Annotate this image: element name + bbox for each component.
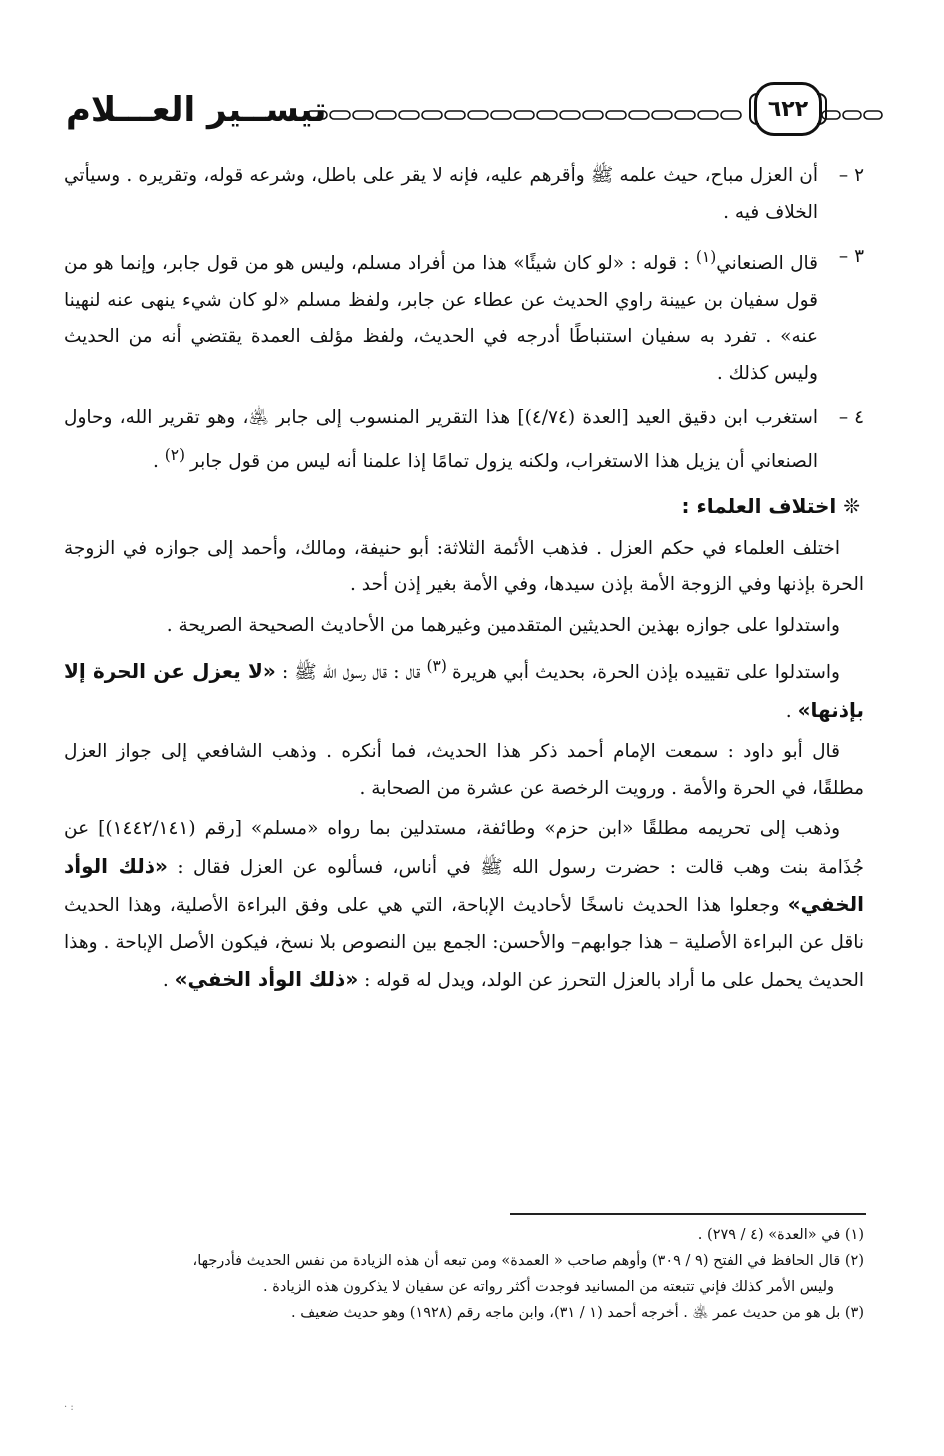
footnote-marker: (١) <box>695 248 717 266</box>
footnote: (٣) بل هو من حديث عمر ﵁ . أخرجه أحمد (١ / ٣١)، وابن ماجه رقم (١٩٢٨) وهو حديث ضعيف . <box>291 1305 864 1321</box>
item-text: أن العزل مباح، حيث علمه ﷺ وأقرهم عليه، فإنه لا يقر على باطل، وشرعه قوله، وتقريره . وسيأتي الخلاف فيه . <box>64 165 818 223</box>
list-item <box>64 158 864 231</box>
item-text: : قوله : «لو كان شيئًا» هذا من أفراد مسلم، وليس هو من قول جابر، وإنما هو من قول سفيان بن عيينة راوي الحديث عن عطاء عن جابر، ولفظ مسلم «لو كان شيء ينهى عنه لنهينا عنه» . تفرد به سفيان استنباطًا أدرجه في الحديث، ولفظ مؤلف العمدة يقتضي أنه من الحديث وليس كذلك . <box>64 253 818 384</box>
hadith-quote: «ذلك الوأد الخفي» <box>174 967 359 992</box>
header-ornament-end-icon <box>820 109 884 121</box>
paragraph-text: . <box>162 970 175 992</box>
running-title: تيســير العـــلام <box>66 90 327 130</box>
page-number: ٦٢٢ <box>754 82 822 136</box>
main-text <box>64 158 864 1004</box>
item-number: ٣ – <box>838 246 864 267</box>
item-text: . <box>152 450 165 472</box>
item-number: ٢ – <box>838 165 864 186</box>
footnote-marker: (٢) <box>164 445 190 464</box>
paragraph <box>64 811 864 1000</box>
hadith-quote: «ذلك الوأد الخفي» <box>64 853 864 917</box>
hadith-quote: «لا يعزل عن الحرة إلا بإذنها» <box>64 659 864 722</box>
item-text: استغرب ابن دقيق العيد [العدة (٤/٧٤)] هذا التقرير المنسوب إلى جابر ﵁، وهو تقرير الله، وحاول الصنعاني أن يزيل هذا الاستغراب، ولكنه يزول تمامًا إذا علمنا أنه ليس من قول جابر <box>64 407 818 472</box>
list-item <box>64 239 864 392</box>
paragraph-text: وجعلوا هذا الحديث ناسخًا لأحاديث الإباحة، التي هي على وفق البراءة الأصلية، وهذا الحديث ناقل عن البراءة الأصلية – هذا جوابهم– والأحسن: الجمع بين النصوص بلا نسخ، فيكون الأصل الإباحة . وهذا الحديث يحمل على ما أراد بالعزل التحرز عن الولد، ويدل له قوله : <box>64 895 864 992</box>
header-ornament-icon <box>305 109 755 121</box>
paragraph <box>64 648 864 730</box>
page-header <box>60 82 884 142</box>
paragraph-text: واستدلوا على تقييده بإذن الحرة، بحديث أبي هريرة <box>452 662 840 684</box>
footnote: (٢) قال الحافظ في الفتح (٩ / ٣٠٩) وأوهم صاحب « العمدة» ومن تبعه أن هذه الزيادة من نفس الحديث فأدرجها، <box>192 1253 864 1269</box>
paragraph-text: . <box>785 700 798 722</box>
list-item <box>64 400 864 480</box>
item-text: قال الصنعاني <box>716 253 818 275</box>
paragraph: اختلف العلماء في حكم العزل . فذهب الأئمة الثلاثة: أبو حنيفة، ومالك، وأحمد إلى جوازه في الزوجة الحرة بإذنها وفي الزوجة الأمة بإذن سيدها، وفي الأمة بغير إذن أحد . <box>64 537 864 596</box>
paragraph-text: وذهب إلى تحريمه مطلقًا «ابن حزم» وطائفة، مستدلين بما رواه «مسلم» [رقم (١٤٤٢/١٤١)] عن جُذَامة بنت وهب قالت : حضرت رسول الله ﷺ في أناس، فسألوه عن العزل فقال : <box>64 818 864 878</box>
section-heading: ❊ اختلاف العلماء : <box>681 494 860 519</box>
footnotes <box>64 1222 864 1326</box>
paragraph: واستدلوا على جوازه بهذين الحديثين المتقدمين وغيرهما من الأحاديث الصحيحة الصريحة . <box>166 614 840 636</box>
footnote-continuation: وليس الأمر كذلك فإني تتبعته من المسانيد فوجدت أكثر رواته عن سفيان لا يذكرون هذه الزيادة . <box>263 1279 834 1295</box>
paragraph-text: قال : قال رسول الله ﷺ : <box>275 662 427 684</box>
footnote-marker: (٣) <box>426 657 453 676</box>
footnote: (١) في «العدة» (٤ / ٢٧٩) . <box>697 1227 864 1243</box>
footnote-divider <box>510 1213 866 1215</box>
item-number: ٤ – <box>838 407 864 429</box>
scan-speck: · : <box>64 1402 74 1413</box>
paragraph: قال أبو داود : سمعت الإمام أحمد ذكر هذا الحديث، فما أنكره . وذهب الشافعي إلى جواز العزل مطلقًا، في الحرة والأمة . ورويت الرخصة عن عشرة من الصحابة . <box>64 741 864 799</box>
